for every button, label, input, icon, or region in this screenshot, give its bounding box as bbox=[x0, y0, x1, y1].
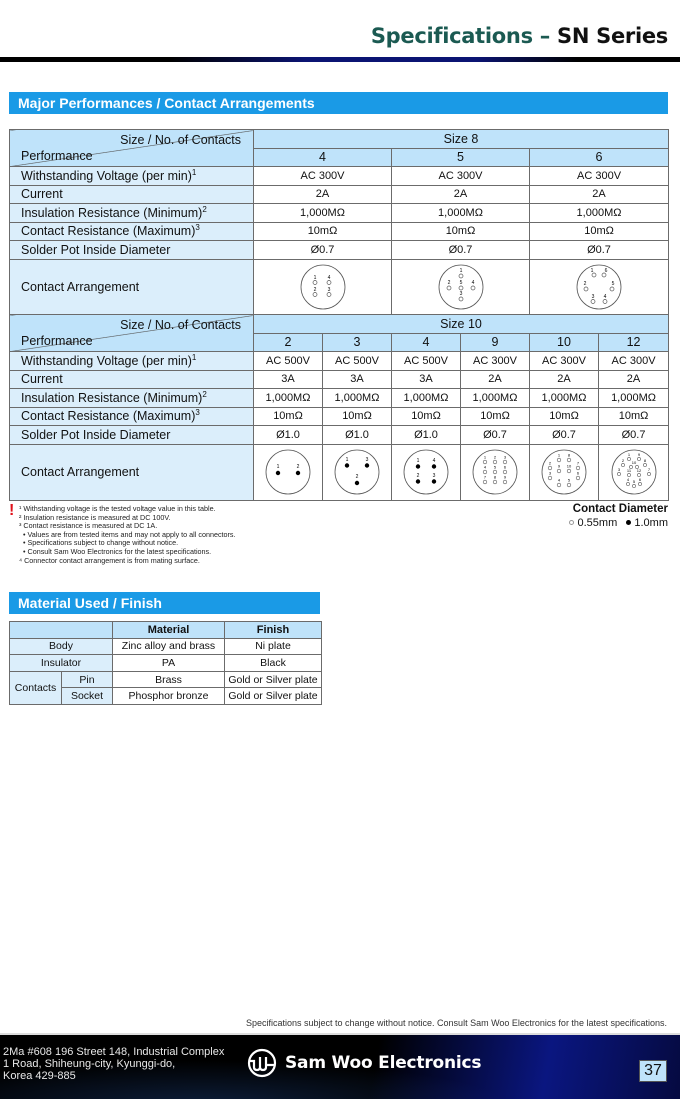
svg-text:1: 1 bbox=[483, 454, 487, 460]
cell: Black bbox=[225, 655, 322, 672]
row-label-arrangement: Contact Arrangement bbox=[10, 444, 254, 500]
row-label-insulation: Insulation Resistance (Minimum)$^2$ bbox=[10, 389, 254, 408]
cell: AC 300V bbox=[254, 167, 392, 186]
svg-text:5: 5 bbox=[459, 280, 462, 286]
table-row bbox=[10, 638, 322, 655]
row-sublabel: Pin bbox=[62, 671, 113, 688]
table-row bbox=[10, 389, 669, 408]
cell: 1,000MΩ bbox=[392, 389, 461, 408]
cell: 2A bbox=[254, 185, 392, 204]
table-row bbox=[10, 259, 669, 315]
pin-layout-10 bbox=[530, 444, 599, 500]
svg-text:1: 1 bbox=[345, 457, 349, 463]
row-label-contact-resistance: Contact Resistance (Maximum)$^3$ bbox=[10, 222, 254, 241]
svg-text:11: 11 bbox=[626, 468, 631, 473]
table-corner-header: Size / No. of Contacts Performance bbox=[10, 315, 254, 352]
table-row bbox=[10, 444, 669, 500]
size8-header: Size 8 bbox=[254, 130, 669, 149]
table-row bbox=[10, 222, 669, 241]
cell: 10mΩ bbox=[461, 407, 530, 426]
svg-text:7: 7 bbox=[576, 460, 580, 466]
cell: 2A bbox=[530, 370, 599, 389]
row-label-insulation: Insulation Resistance (Minimum)$^2$ bbox=[10, 204, 254, 223]
pin-layout-5 bbox=[392, 259, 530, 315]
contact-diameter-legend bbox=[569, 503, 668, 529]
cell: Gold or Silver plate bbox=[225, 671, 322, 688]
pin-layout-3 bbox=[323, 444, 392, 500]
page-title: Specifications – SN Series bbox=[370, 24, 668, 48]
svg-text:3: 3 bbox=[365, 457, 369, 463]
row-label-arrangement: Contact Arrangement bbox=[10, 259, 254, 315]
svg-text:4: 4 bbox=[603, 294, 607, 300]
cell: Zinc alloy and brass bbox=[113, 638, 225, 655]
svg-text:9: 9 bbox=[557, 463, 561, 469]
svg-text:1: 1 bbox=[627, 451, 630, 457]
table-corner-header: Size / No. of Contacts Performance bbox=[10, 130, 254, 167]
table-row bbox=[10, 370, 669, 389]
cell: 1,000MΩ bbox=[254, 204, 392, 223]
cell: 10mΩ bbox=[254, 407, 323, 426]
svg-text:8: 8 bbox=[493, 474, 497, 480]
pin-layout-2 bbox=[254, 444, 323, 500]
cell: 1,000MΩ bbox=[530, 204, 669, 223]
cell: Ø0.7 bbox=[530, 426, 599, 445]
svg-text:4: 4 bbox=[471, 280, 474, 286]
svg-text:2: 2 bbox=[583, 281, 587, 287]
svg-text:7: 7 bbox=[483, 474, 487, 480]
svg-text:8: 8 bbox=[567, 452, 571, 458]
row-label-solder-pot: Solder Pot Inside Diameter bbox=[10, 426, 254, 445]
row-sublabel: Socket bbox=[62, 688, 113, 705]
contacts-header: 10 bbox=[530, 333, 599, 352]
warning-icon: ! bbox=[9, 502, 15, 519]
cell: Ø0.7 bbox=[392, 241, 530, 260]
pin-layout-6 bbox=[530, 259, 669, 315]
svg-text:3: 3 bbox=[591, 294, 595, 300]
table-row bbox=[10, 352, 669, 371]
pin-layout-12 bbox=[599, 444, 669, 500]
cell: 2A bbox=[599, 370, 669, 389]
size10-spec-table bbox=[9, 314, 669, 501]
svg-text:4: 4 bbox=[483, 464, 487, 470]
cell: 1,000MΩ bbox=[530, 389, 599, 408]
svg-text:5: 5 bbox=[611, 281, 615, 287]
footnote: • Consult Sam Woo Electronics for the latest specifications. bbox=[19, 546, 212, 556]
svg-text:10: 10 bbox=[631, 460, 636, 465]
legend-large: 1.0mm bbox=[634, 517, 668, 529]
material-corner bbox=[10, 622, 113, 639]
pin-layout-icon bbox=[403, 449, 449, 495]
table-row bbox=[10, 426, 669, 445]
table-row bbox=[10, 241, 669, 260]
svg-text:4: 4 bbox=[327, 275, 330, 281]
material-table bbox=[9, 621, 322, 705]
cell: 10mΩ bbox=[323, 407, 392, 426]
row-label-voltage: Withstanding Voltage (per min)$^1$ bbox=[10, 167, 254, 186]
svg-text:2: 2 bbox=[313, 287, 316, 293]
pin-layout-icon bbox=[300, 264, 346, 310]
header-rule bbox=[0, 57, 680, 62]
section-title-material: Material Used / Finish bbox=[9, 592, 320, 614]
footer-disclaimer: Specifications subject to change without notice. Consult Sam Woo Electronics for the latest specifications. bbox=[245, 1018, 667, 1028]
cell: 3A bbox=[392, 370, 461, 389]
svg-text:1: 1 bbox=[416, 458, 420, 464]
svg-text:1: 1 bbox=[459, 268, 462, 274]
contacts-header: 12 bbox=[599, 333, 669, 352]
filled-circle-icon bbox=[626, 520, 631, 525]
svg-text:1: 1 bbox=[557, 452, 561, 458]
pin-layout-icon bbox=[541, 449, 587, 495]
table-row bbox=[10, 407, 669, 426]
svg-text:1: 1 bbox=[313, 275, 316, 281]
svg-text:10: 10 bbox=[566, 463, 572, 469]
cell: Phosphor bronze bbox=[113, 688, 225, 705]
svg-text:3: 3 bbox=[548, 470, 552, 476]
pin-layout-9 bbox=[461, 444, 530, 500]
cell: AC 500V bbox=[254, 352, 323, 371]
pin-layout-4b bbox=[392, 444, 461, 500]
material-header: Material bbox=[113, 622, 225, 639]
svg-text:2: 2 bbox=[296, 464, 300, 470]
cell: Ni plate bbox=[225, 638, 322, 655]
cell: 1,000MΩ bbox=[461, 389, 530, 408]
size10-header: Size 10 bbox=[254, 315, 669, 334]
cell: AC 300V bbox=[530, 167, 669, 186]
pin-layout-icon bbox=[611, 449, 657, 495]
row-label-current: Current bbox=[10, 185, 254, 204]
cell: 1,000MΩ bbox=[254, 389, 323, 408]
cell: AC 500V bbox=[323, 352, 392, 371]
svg-text:1: 1 bbox=[590, 268, 594, 274]
footer bbox=[0, 1033, 680, 1099]
svg-text:3: 3 bbox=[327, 287, 330, 293]
svg-text:3: 3 bbox=[432, 473, 436, 479]
svg-text:5: 5 bbox=[567, 477, 571, 483]
footnote: • Specifications subject to change without notice. bbox=[19, 538, 179, 548]
cell: Ø1.0 bbox=[254, 426, 323, 445]
page-number: 37 bbox=[639, 1060, 667, 1082]
cell: AC 500V bbox=[392, 352, 461, 371]
contacts-header: 2 bbox=[254, 333, 323, 352]
svg-text:4: 4 bbox=[432, 458, 436, 464]
cell: Brass bbox=[113, 671, 225, 688]
row-label-solder-pot: Solder Pot Inside Diameter bbox=[10, 241, 254, 260]
contacts-header: 9 bbox=[461, 333, 530, 352]
contacts-header: 6 bbox=[530, 148, 669, 167]
footnote: ⁴ Connector contact arrangement is from mating surface. bbox=[19, 555, 200, 565]
svg-text:5: 5 bbox=[493, 464, 497, 470]
svg-text:4: 4 bbox=[557, 477, 561, 483]
pin-layout-icon bbox=[438, 264, 484, 310]
cell: Ø0.7 bbox=[530, 241, 669, 260]
cell: 2A bbox=[530, 185, 669, 204]
cell: 2A bbox=[461, 370, 530, 389]
cell: AC 300V bbox=[392, 167, 530, 186]
table-row bbox=[10, 655, 322, 672]
svg-text:8: 8 bbox=[643, 458, 646, 463]
svg-text:3: 3 bbox=[617, 467, 620, 472]
cell: 1,000MΩ bbox=[599, 389, 669, 408]
pin-layout-icon bbox=[334, 449, 380, 495]
cell: PA bbox=[113, 655, 225, 672]
svg-text:9: 9 bbox=[637, 451, 640, 457]
cell: Ø0.7 bbox=[461, 426, 530, 445]
cell: 1,000MΩ bbox=[392, 204, 530, 223]
contacts-header: 4 bbox=[254, 148, 392, 167]
company-address: 2Ma #608 196 Street 148, Industrial Complex 1 Road, Shiheung-city, Kyunggi-do, Korea 429-885 bbox=[3, 1046, 225, 1082]
table-row bbox=[10, 185, 669, 204]
company-logo-icon bbox=[247, 1048, 277, 1078]
section-title-performance: Major Performances / Contact Arrangements bbox=[9, 92, 668, 114]
table-row bbox=[10, 167, 669, 186]
table-row bbox=[10, 671, 322, 688]
svg-text:2: 2 bbox=[416, 473, 420, 479]
legend-small: 0.55mm bbox=[577, 517, 618, 529]
cell: Gold or Silver plate bbox=[225, 688, 322, 705]
contacts-header: 3 bbox=[323, 333, 392, 352]
svg-text:2: 2 bbox=[447, 280, 450, 286]
cell: Ø1.0 bbox=[392, 426, 461, 445]
row-label: Contacts bbox=[10, 671, 62, 704]
svg-text:2: 2 bbox=[355, 474, 359, 480]
cell: 10mΩ bbox=[254, 222, 392, 241]
cell: 10mΩ bbox=[599, 407, 669, 426]
cell: Ø0.7 bbox=[599, 426, 669, 445]
svg-text:1: 1 bbox=[276, 464, 280, 470]
cell: Ø1.0 bbox=[323, 426, 392, 445]
row-label-current: Current bbox=[10, 370, 254, 389]
finish-header: Finish bbox=[225, 622, 322, 639]
cell: 3A bbox=[254, 370, 323, 389]
svg-text:6: 6 bbox=[638, 477, 641, 482]
row-label-contact-resistance: Contact Resistance (Maximum)$^3$ bbox=[10, 407, 254, 426]
cell: 3A bbox=[323, 370, 392, 389]
row-label-voltage: Withstanding Voltage (per min)$^1$ bbox=[10, 352, 254, 371]
svg-text:2: 2 bbox=[493, 454, 497, 460]
footnotes bbox=[19, 505, 236, 565]
cell: 2A bbox=[392, 185, 530, 204]
contacts-header: 5 bbox=[392, 148, 530, 167]
svg-text:3: 3 bbox=[459, 291, 462, 297]
cell: 10mΩ bbox=[530, 407, 599, 426]
open-circle-icon bbox=[569, 520, 574, 525]
legend-title: Contact Diameter bbox=[572, 503, 668, 515]
svg-text:9: 9 bbox=[503, 474, 507, 480]
svg-text:7: 7 bbox=[647, 467, 650, 472]
svg-text:6: 6 bbox=[604, 268, 608, 274]
row-label: Body bbox=[10, 638, 113, 655]
cell: 1,000MΩ bbox=[323, 389, 392, 408]
pin-layout-icon bbox=[472, 449, 518, 495]
pin-layout-icon bbox=[265, 449, 311, 495]
footnote: ¹ Withstanding voltage is the tested voltage value in this table. bbox=[19, 504, 216, 513]
pin-layout-4 bbox=[254, 259, 392, 315]
company-name: Sam Woo Electronics bbox=[285, 1053, 482, 1073]
cell: AC 300V bbox=[461, 352, 530, 371]
svg-text:2: 2 bbox=[548, 460, 552, 466]
svg-text:3: 3 bbox=[503, 454, 507, 460]
cell: AC 300V bbox=[530, 352, 599, 371]
svg-text:4: 4 bbox=[626, 477, 629, 482]
pin-layout-icon bbox=[576, 264, 622, 310]
footnote: • Values are from tested items and may not apply to all connectors. bbox=[19, 529, 236, 539]
svg-text:5: 5 bbox=[632, 479, 635, 484]
contacts-header: 4 bbox=[392, 333, 461, 352]
cell: Ø0.7 bbox=[254, 241, 392, 260]
cell: AC 300V bbox=[599, 352, 669, 371]
company-brand bbox=[247, 1048, 481, 1078]
cell: 10mΩ bbox=[392, 407, 461, 426]
cell: 10mΩ bbox=[530, 222, 669, 241]
svg-text:6: 6 bbox=[576, 470, 580, 476]
footnote: ³ Contact resistance is measured at DC 1A. bbox=[19, 521, 158, 531]
size8-spec-table bbox=[9, 129, 669, 316]
table-row bbox=[10, 204, 669, 223]
footnote: ² Insulation resistance is measured at DC 100V. bbox=[19, 512, 171, 522]
svg-text:2: 2 bbox=[621, 458, 624, 463]
row-label: Insulator bbox=[10, 655, 113, 672]
svg-text:6: 6 bbox=[503, 464, 507, 470]
cell: 10mΩ bbox=[392, 222, 530, 241]
svg-text:12: 12 bbox=[636, 468, 641, 473]
